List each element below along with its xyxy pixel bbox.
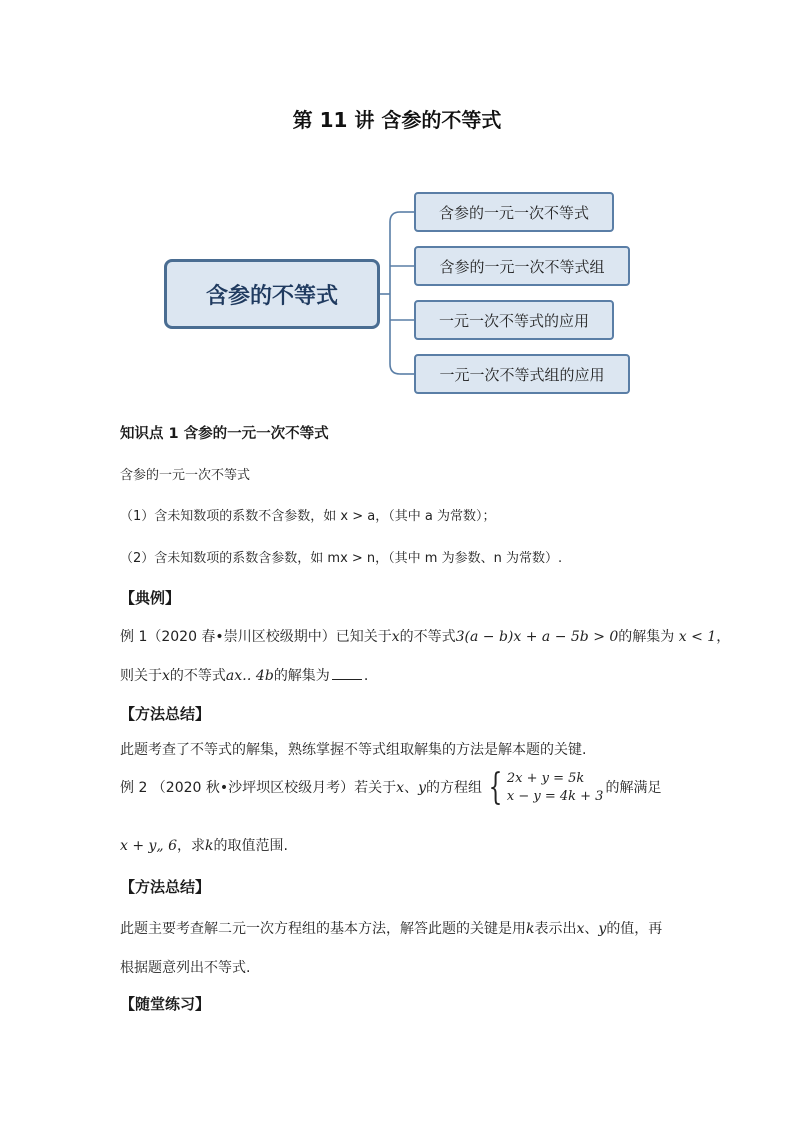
page-title: 第 11 讲 含参的不等式 <box>292 108 502 132</box>
ex1-inequality: 3(a − b)x + a − 5b > 0 <box>455 629 619 645</box>
ex1-end1: ， <box>716 629 731 645</box>
ex1-prefix: 例 1（2020 春•崇川区校级期中）已知关于 <box>120 629 392 645</box>
mindmap-connectors <box>0 0 794 420</box>
mt2-mid: 表示出 <box>534 921 577 937</box>
mt2-var-x: x <box>576 921 585 937</box>
ex2-line2-end: 的取值范围. <box>213 838 288 854</box>
mt2-var-y: y <box>598 921 607 937</box>
example-1-line-1 <box>120 626 730 646</box>
mt2-var-k: k <box>526 921 535 937</box>
mindmap-root: 含参的不等式 <box>164 259 380 329</box>
mindmap-branch-3: 一元一次不等式的应用 <box>414 300 614 340</box>
example-heading: 【典例】 <box>120 589 181 607</box>
knowledge-item-2: （2）含未知数项的系数含参数，如 mx > n，（其中 m 为参数、n 为常数）. <box>120 551 563 566</box>
ex1-line2-prefix: 则关于 <box>120 668 162 684</box>
ex1-inequality-2: ax‥ 4b <box>225 668 274 684</box>
mt2-prefix: 此题主要考查解二元一次方程组的基本方法，解答此题的关键是用 <box>120 921 526 937</box>
ex2-line2-mid: ，求 <box>177 838 206 854</box>
ex2-var-x: x <box>396 780 405 796</box>
ex2-eq-2: x − y = 4k + 3 <box>506 789 604 804</box>
equation-system <box>484 767 604 808</box>
mt2-end: 的值，再 <box>606 921 663 937</box>
ex2-eq-1: 2x + y = 5k <box>506 771 585 786</box>
ex2-suffix: 的解满足 <box>605 780 662 796</box>
ex1-end2: . <box>363 668 369 684</box>
ex1-var-x: x <box>391 629 400 645</box>
method-heading-2: 【方法总结】 <box>120 878 211 896</box>
method-text-2-line-2: 根据题意列出不等式. <box>120 960 251 976</box>
mt2-sep: 、 <box>584 921 599 937</box>
mindmap-branch-1: 含参的一元一次不等式 <box>414 192 614 232</box>
brace-icon: { <box>488 767 503 808</box>
ex2-sep: 、 <box>404 780 419 796</box>
ex1-solution: x < 1 <box>678 629 717 645</box>
method-text-1: 此题考查了不等式的解集，熟练掌握不等式组取解集的方法是解本题的关键. <box>120 742 587 758</box>
example-2-line-1 <box>120 767 662 808</box>
ex2-prefix: 例 2 （2020 秋•沙坪坝区校级月考）若关于 <box>120 780 397 796</box>
mindmap-branch-2: 含参的一元一次不等式组 <box>414 246 630 286</box>
example-2-line-2 <box>120 835 288 855</box>
ex1-line2-suffix: 的解集为 <box>273 668 330 684</box>
knowledge-intro: 含参的一元一次不等式 <box>120 468 251 483</box>
ex2-var-k: k <box>205 838 214 854</box>
answer-blank <box>332 665 362 680</box>
example-1-line-2 <box>120 665 368 685</box>
knowledge-item-1: （1）含未知数项的系数不含参数，如 x > a，（其中 a 为常数）； <box>120 509 496 524</box>
ex1-mid2: 的解集为 <box>618 629 675 645</box>
ex1-var-x-2: x <box>162 668 170 684</box>
method-text-2-line-1 <box>120 918 662 938</box>
ex2-mid: 的方程组 <box>425 780 482 796</box>
ex2-condition: x + y„ 6 <box>120 838 178 854</box>
ex1-mid3: 的不等式 <box>169 668 226 684</box>
method-heading-1: 【方法总结】 <box>120 705 211 723</box>
practice-heading: 【随堂练习】 <box>120 995 211 1013</box>
mindmap-branch-4: 一元一次不等式组的应用 <box>414 354 630 394</box>
ex2-var-y: y <box>418 780 426 796</box>
knowledge-heading: 知识点 1 含参的一元一次不等式 <box>120 426 329 442</box>
ex1-mid1: 的不等式 <box>399 629 456 645</box>
